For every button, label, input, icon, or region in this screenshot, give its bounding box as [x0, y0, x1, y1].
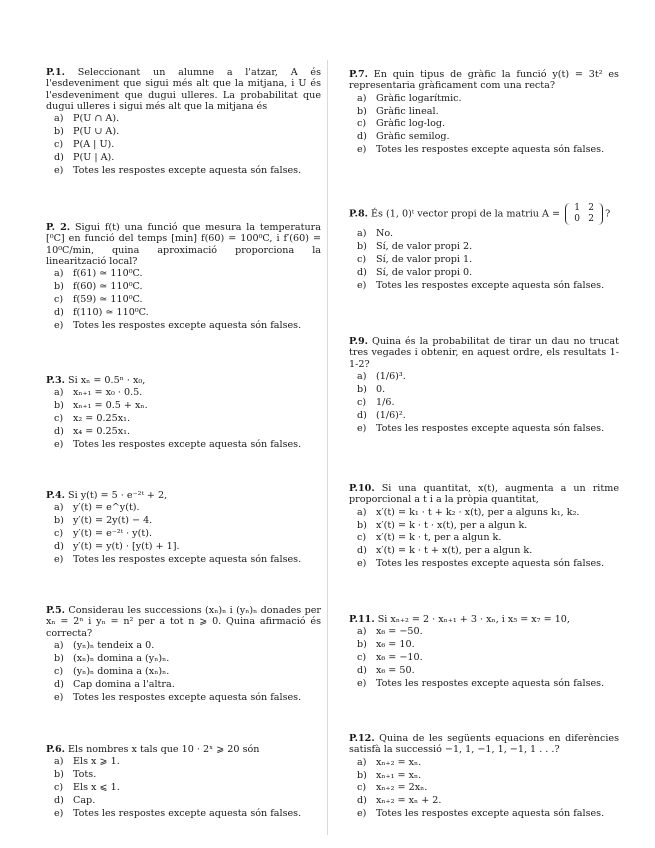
question-number: P.8.: [349, 208, 368, 220]
question-p8: [349, 203, 619, 293]
option-e[interactable]: e) Totes les respostes excepte aquesta són falses.: [54, 164, 302, 176]
options-list: [46, 502, 321, 567]
question-p1: [46, 67, 321, 178]
option-b[interactable]: b) xₙ₊₁ = 0.5 + xₙ.: [54, 400, 148, 412]
question-text: [46, 605, 321, 639]
option-a[interactable]: a) y′(t) = e^y(t).: [54, 502, 140, 514]
question-text: [46, 490, 321, 501]
option-b[interactable]: b) Sí, de valor propi 2.: [357, 240, 473, 252]
option-c[interactable]: c) f(59) ≃ 110⁰C.: [54, 294, 143, 305]
option-a[interactable]: a) Els x ⩾ 1.: [54, 756, 120, 768]
option-b[interactable]: b) Gràfic lineal.: [357, 105, 439, 117]
option-d[interactable]: d) P(U | A).: [54, 151, 115, 163]
question-p9: [349, 336, 619, 435]
option-b[interactable]: b) y′(t) = 2y(t) − 4.: [54, 515, 153, 527]
option-e[interactable]: e) Totes les respostes excepte aquesta són falses.: [54, 691, 302, 703]
option-c[interactable]: c) x′(t) = k · t, per a algun k.: [357, 532, 502, 544]
question-text: [349, 483, 619, 506]
question-p11: [349, 614, 619, 691]
option-b[interactable]: b) (xₙ)ₙ domina a (yₙ)ₙ.: [54, 652, 170, 664]
question-text: [46, 67, 321, 112]
option-d[interactable]: d) f(110) ≃ 110⁰C.: [54, 306, 149, 318]
option-c[interactable]: c) 1/6.: [357, 396, 395, 408]
question-statement: Quina és la probabilitat de tirar un dau no trucat tres vegades i obtenir, en aquest ordre, els resultats 1-1-2?: [349, 336, 619, 370]
question-number: P.1.: [46, 67, 65, 78]
question-number: P.11.: [349, 614, 375, 625]
options-list: [46, 640, 321, 705]
question-text: [349, 733, 619, 756]
question-p6: [46, 744, 321, 821]
option-e[interactable]: e) Totes les respostes excepte aquesta són falses.: [54, 319, 302, 331]
option-b[interactable]: b) f(60) ≃ 110⁰C.: [54, 281, 143, 293]
question-statement: Els nombres x tals que 10 · 2ˣ ⩾ 20 són: [68, 744, 260, 755]
options-list: [46, 387, 321, 452]
question-statement: En quin tipus de gràfic la funció y(t) = 3t² es representaria gràficament com una recta?: [349, 69, 619, 92]
question-number: P.6.: [46, 744, 65, 755]
question-p10: [349, 483, 619, 571]
option-a[interactable]: a) xₙ₊₂ = xₙ.: [357, 756, 422, 768]
column-divider: [327, 60, 328, 835]
option-d[interactable]: d) Cap.: [54, 795, 96, 807]
option-d[interactable]: d) Cap domina a l'altra.: [54, 678, 175, 690]
option-c[interactable]: c) P(A | U).: [54, 139, 115, 150]
option-a[interactable]: a) x′(t) = k₁ · t + k₂ · x(t), per a alguns k₁, k₂.: [357, 506, 580, 518]
question-statement: Si xₙ = 0.5ⁿ · x₀,: [68, 375, 146, 386]
option-e[interactable]: e) Totes les respostes excepte aquesta són falses.: [54, 807, 302, 819]
question-number: P.7.: [349, 69, 368, 80]
option-b[interactable]: b) x₆ = 10.: [357, 639, 415, 651]
option-a[interactable]: a) f(61) ≃ 110⁰C.: [54, 268, 143, 280]
options-list: [349, 626, 619, 691]
question-number: P.4.: [46, 490, 65, 501]
question-statement: Si y(t) = 5 · e⁻²ᵗ + 2,: [68, 490, 168, 501]
question-number: P.10.: [349, 483, 375, 494]
option-c[interactable]: c) Gràfic log-log.: [357, 118, 446, 130]
option-b[interactable]: b) Tots.: [54, 769, 97, 781]
option-d[interactable]: d) xₙ₊₂ = xₙ + 2.: [357, 795, 442, 807]
option-c[interactable]: c) x₆ = −10.: [357, 652, 423, 664]
option-e[interactable]: e) Totes les respostes excepte aquesta són falses.: [357, 279, 605, 291]
question-statement: Si xₙ₊₂ = 2 · xₙ₊₁ + 3 · xₙ, i x₅ = x₇ = 10,: [377, 614, 570, 625]
option-c[interactable]: c) x₂ = 0.25x₁.: [54, 413, 131, 425]
matrix-a: 1 2 0 2: [565, 203, 603, 225]
option-d[interactable]: d) (1/6)².: [357, 409, 406, 421]
question-p5: [46, 605, 321, 704]
option-e[interactable]: e) Totes les respostes excepte aquesta són falses.: [357, 144, 605, 156]
option-a[interactable]: a) x₆ = −50.: [357, 626, 423, 638]
options-list: [349, 228, 619, 293]
option-d[interactable]: d) Gràfic semilog.: [357, 131, 450, 143]
question-statement: Seleccionant un alumne a l'atzar, A és l'esdeveniment que sigui més alt que la mitjana, i U és l'esdeveniment que dugui ulleres. La probabilitat que dugui ulleres i sigui més alt que la mitjana és: [46, 67, 321, 112]
option-d[interactable]: d) Sí, de valor propi 0.: [357, 266, 473, 278]
question-statement: Si una quantitat, x(t), augmenta a un ritme proporcional a t i a la pròpia quantitat,: [349, 483, 619, 506]
question-statement: Quina de les següents equacions en diferències satisfà la successió −1, 1, −1, 1, −1, 1 . . .?: [349, 733, 619, 756]
question-text: [349, 336, 619, 370]
options-list: [46, 113, 321, 178]
options-list: [349, 371, 619, 436]
question-text: [46, 744, 321, 755]
option-d[interactable]: d) y′(t) = y(t) · [y(t) + 1].: [54, 541, 180, 553]
question-text: [46, 375, 321, 386]
question-number: P. 2.: [46, 222, 71, 233]
question-p2: [46, 222, 321, 333]
option-e[interactable]: e) Totes les respostes excepte aquesta són falses.: [54, 438, 302, 450]
option-a[interactable]: a) (1/6)³.: [357, 370, 406, 382]
question-number: P.5.: [46, 605, 65, 616]
option-a[interactable]: a) P(U ∩ A).: [54, 113, 120, 125]
question-p3: [46, 375, 321, 452]
option-a[interactable]: a) No.: [357, 228, 394, 239]
options-list: [349, 507, 619, 572]
option-c[interactable]: c) y′(t) = e⁻²ᵗ · y(t).: [54, 528, 152, 540]
question-text: P.8. És (1, 0)ᵗ vector propi de la matriu A = 1 2 0 2 ?: [349, 203, 611, 224]
option-d[interactable]: d) x′(t) = k · t + x(t), per a algun k.: [357, 545, 533, 557]
options-list: [46, 268, 321, 333]
question-statement: És (1, 0)ᵗ vector propi de la matriu A =: [371, 208, 561, 220]
option-a[interactable]: a) xₙ₊₁ = x₀ · 0.5.: [54, 387, 143, 399]
question-statement: Considerau les successions (xₙ)ₙ i (yₙ)ₙ donades per xₙ = 2ⁿ i yₙ = n² per a tot n ⩾ 0. Quina afirmació és correcta?: [46, 605, 321, 639]
question-statement: Sigui f(t) una funció que mesura la temperatura [⁰C] en funció del temps [min] f(60) = 100⁰C, i f′(60) = 10⁰C/min, quina aproximació proporciona la linearització local?: [46, 222, 321, 267]
options-list: [349, 93, 619, 158]
question-number: P.9.: [349, 336, 368, 347]
option-b[interactable]: b) x′(t) = k · t · x(t), per a algun k.: [357, 519, 528, 531]
option-e[interactable]: e) Totes les respostes excepte aquesta són falses.: [357, 677, 605, 689]
option-c[interactable]: c) (yₙ)ₙ domina a (xₙ)ₙ.: [54, 665, 170, 677]
question-number: P.12.: [349, 733, 375, 744]
option-c[interactable]: c) Els x ⩽ 1.: [54, 782, 120, 794]
option-b[interactable]: b) P(U ∪ A).: [54, 126, 120, 138]
question-text: [46, 222, 321, 267]
option-a[interactable]: a) Gràfic logarítmic.: [357, 92, 462, 104]
question-text: [349, 614, 619, 625]
option-c[interactable]: c) xₙ₊₂ = 2xₙ.: [357, 782, 428, 794]
question-p4: [46, 490, 321, 567]
option-b[interactable]: b) xₙ₊₁ = xₙ.: [357, 769, 422, 781]
option-d[interactable]: d) x₆ = 50.: [357, 665, 415, 677]
question-number: P.3.: [46, 375, 65, 386]
options-list: [349, 757, 619, 822]
option-e[interactable]: e) Totes les respostes excepte aquesta són falses.: [357, 558, 605, 570]
option-b[interactable]: b) 0.: [357, 383, 386, 395]
question-text: [349, 69, 619, 92]
option-e[interactable]: e) Totes les respostes excepte aquesta són falses.: [54, 553, 302, 565]
option-d[interactable]: d) x₄ = 0.25x₁.: [54, 426, 131, 438]
question-p7: [349, 69, 619, 157]
option-e[interactable]: e) Totes les respostes excepte aquesta són falses.: [357, 808, 605, 820]
options-list: [46, 756, 321, 821]
option-c[interactable]: c) Sí, de valor propi 1.: [357, 253, 473, 265]
question-p12: [349, 733, 619, 821]
option-a[interactable]: a) (yₙ)ₙ tendeix a 0.: [54, 639, 155, 651]
option-e[interactable]: e) Totes les respostes excepte aquesta són falses.: [357, 422, 605, 434]
